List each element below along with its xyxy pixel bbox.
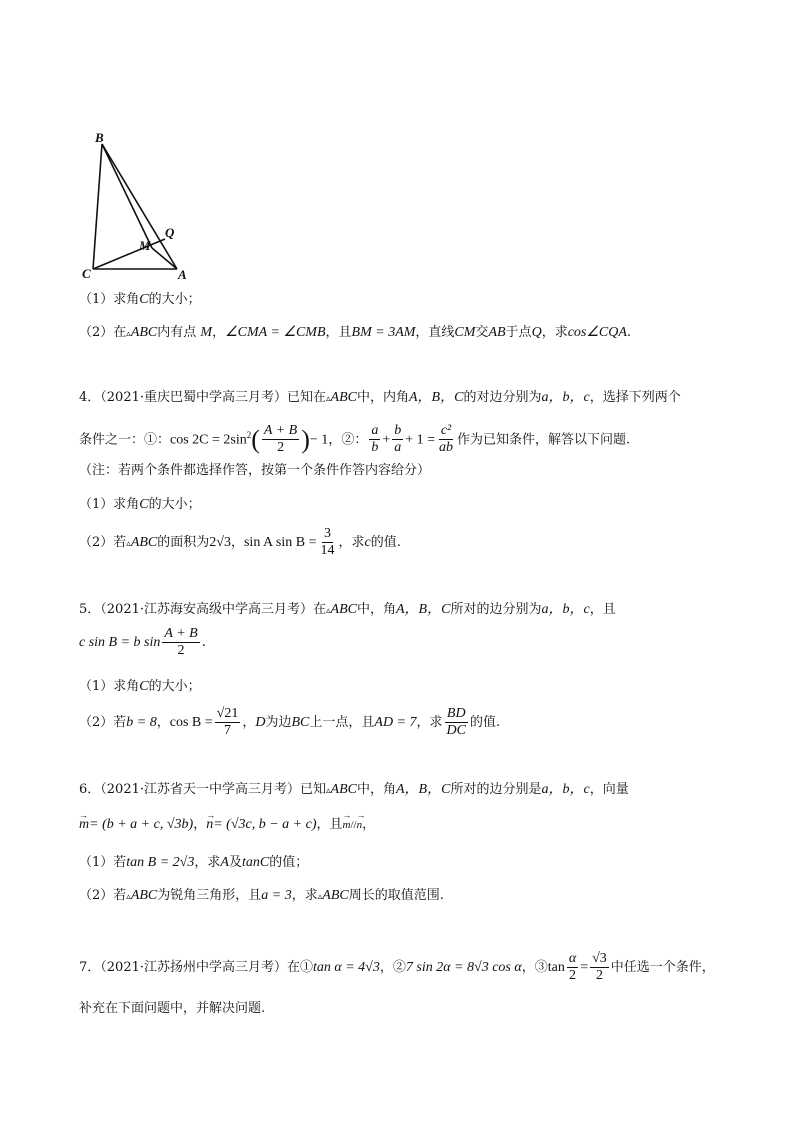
p4-conditions: 条件之一：①：$\cos 2C = 2\sin^2$( $\frac{A + B}{2}$ )− 1，②： $\frac{a}{b}$ + $\frac{b}{a}$ + 1 = $\frac{\text{c²}}{ab}$ 作为已知条件，解答以下问题. <box>79 423 631 456</box>
triangle-figure <box>79 126 219 286</box>
p6-question-1: （1）若tan B = 2√3，求A及tanC的值； <box>79 855 309 870</box>
label-a: A <box>178 267 187 282</box>
p6-question-2: （2）若▵ABC为锐角三角形，且a = 3，求▵ABC周长的取值范围. <box>79 888 444 903</box>
label-b: B <box>95 130 104 145</box>
segment-bc <box>93 144 102 269</box>
p7-header: 7．（2021·江苏扬州中学高三月考）在①tan α = 4√3，②7 sin 2α = 8√3 cos α，③tan $\frac{\alpha}{2}$ = $\frac{√3}{2}$ 中任选一个条件， <box>79 951 715 983</box>
p5-question-1: （1）求角C的大小； <box>79 679 201 694</box>
p4-note: （注：若两个条件都选择作答，按第一个条件作答内容给分） <box>79 463 431 478</box>
p3-question-2: （2）在▵ABC内有点 M，∠CMA = ∠CMB，且BM = 3AM，直线CM交AB于点Q，求cos∠CQA. <box>79 325 632 340</box>
segment-cq <box>93 239 165 269</box>
label-m: M <box>139 238 151 253</box>
p7-line-2: 补充在下面问题中，并解决问题. <box>79 1001 266 1016</box>
segment-ma <box>152 248 177 269</box>
label-c: C <box>82 266 91 281</box>
label-q: Q <box>165 225 175 240</box>
p3-question-1: （1）求角C的大小； <box>79 292 201 307</box>
p4-header: 4．（2021·重庆巴蜀中学高三月考）已知在▵ABC中，内角A，B，C的对边分别为a，b，c，选择下列两个 <box>79 390 681 405</box>
p5-header: 5．（2021·江苏海安高级中学高三月考）在▵ABC中，角A，B，C所对的边分别为a，b，c，且 <box>79 602 616 617</box>
p5-equation: c sin B = b sin $\frac{A + B}{2}$ . <box>79 626 206 658</box>
p6-header: 6．（2021·江苏省天一中学高三月考）已知▵ABC中，角A，B，C所对的边分别是a，b，c，向量 <box>79 782 629 797</box>
segment-bm <box>102 144 152 248</box>
p5-question-2: （2）若b = 8，cos B = $\frac{√21}{7}$ ，D为边BC上一点，且AD = 7，求 $\frac{BD}{DC}$ 的值. <box>79 706 501 738</box>
p4-question-2: （2）若▵ABC的面积为2√3，sin A sin B = $\frac{3}{14}$ ，求c的值. <box>79 526 401 558</box>
p4-question-1: （1）求角C的大小； <box>79 497 201 512</box>
p6-vectors: → m= (b + a + c, √3b)，→ n= (√3c, b − a + c)，且→ m//→ n， <box>79 816 375 834</box>
